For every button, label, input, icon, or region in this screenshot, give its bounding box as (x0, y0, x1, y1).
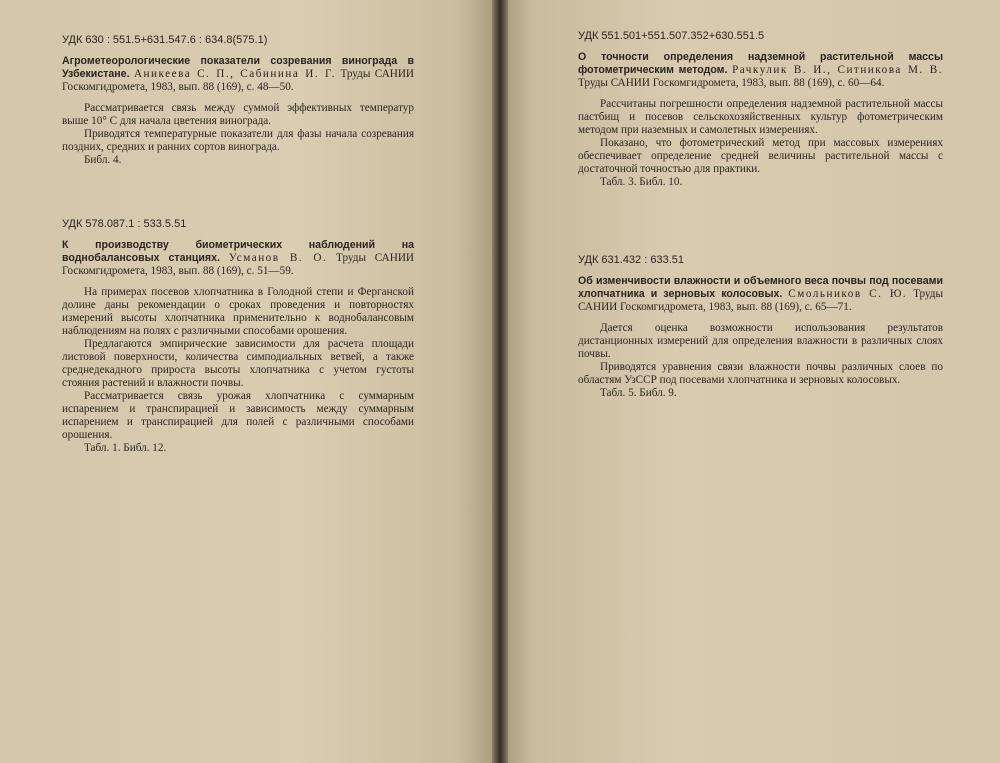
abstract-entry (578, 30, 943, 189)
entry-authors: Аникеева С. П., Сабинина И. Г. (133, 68, 337, 80)
entry-title: Агрометеорологические показатели созревания винограда в Узбекистане. (62, 55, 414, 80)
entry-heading (62, 239, 414, 278)
entry-authors: Усманов В. О. (228, 252, 328, 264)
entry-refs: Библ. 4. (84, 154, 122, 166)
entry-heading (62, 55, 414, 94)
entry-source: Труды САНИИ Госкомгидромета, 1983, вып. 88 (169), с. 48—50. (62, 68, 415, 93)
right-page (503, 0, 1000, 763)
abstract-paragraph: Рассчитаны погрешности определения надземной растительной массы пастбищ и посевов сельскохозяйственных культур фотометрическим методом при наземных и самолетных измерениях. (578, 98, 943, 136)
entry-title: Об изменчивости влажности и объемного веса почвы под посевами хлопчатника и зерновых колосовых. (578, 275, 943, 300)
entry-refs: Табл. 3. Библ. 10. (600, 176, 683, 188)
entry-authors: Смольников С. Ю. (788, 288, 908, 300)
abstract-entry (62, 34, 414, 167)
abstract-paragraph: Приводятся температурные показатели для фазы начала созревания поздних, средних и ранних сортов винограда. (62, 128, 414, 153)
entry-authors: Рачкулик В. И., Ситникова М. В. (732, 64, 944, 76)
udk-code: УДК 631.432 : 633.51 (578, 254, 684, 266)
entry-source: Труды САНИИ Госкомгидромета, 1983, вып. 88 (169), с. 65—71. (578, 288, 944, 313)
left-page (0, 0, 497, 763)
udk-code: УДК 630 : 551.5+631.547.6 : 634.8(575.1) (62, 34, 268, 46)
abstract-paragraph: Рассматривается связь между суммой эффективных температур выше 10° С для начала цветения винограда. (62, 102, 414, 127)
udk-code: УДК 578.087.1 : 533.5.51 (62, 218, 187, 230)
entry-heading (578, 51, 943, 90)
udk-code: УДК 551.501+551.507.352+630.551.5 (578, 30, 765, 42)
abstract-entry (62, 218, 414, 455)
entry-title: О точности определения надземной растительной массы фотометрическим методом. (578, 51, 943, 76)
abstract-paragraph: Дается оценка возможности использования результатов дистанционных измерений для определения влажности в различных слоях почвы. (578, 322, 943, 360)
abstract-paragraph: На примерах посевов хлопчатника в Голодной степи и Ферганской долине даны рекомендации о сроках проведения и повторностях измерений высоты хлопчатника применительно к воднобалансовым наблюдениям на полях с различными способами орошения. (62, 286, 414, 337)
abstract-paragraph: Предлагаются эмпирические зависимости для расчета площади листовой поверхности, количества симподиальных ветвей, а также среднедекадного прироста высоты хлопчатника с учетом густоты стояния растений и влажности почвы. (62, 338, 414, 389)
entry-title: К производству биометрических наблюдений на воднобалансовых станциях. (62, 239, 414, 264)
entry-refs: Табл. 1. Библ. 12. (84, 442, 167, 454)
book-gutter (492, 0, 508, 763)
entry-heading (578, 275, 943, 314)
abstract-entry (578, 254, 943, 400)
abstract-paragraph: Приводятся уравнения связи влажности почвы различных слоев по областям УзССР под посевами хлопчатника и зерновых колосовых. (578, 361, 943, 386)
entry-refs: Табл. 5. Библ. 9. (600, 387, 677, 399)
entry-source: Труды САНИИ Госкомгидромета, 1983, вып. 88 (169), с. 51—59. (62, 252, 414, 277)
entry-source: Труды САНИИ Госкомгидромета, 1983, вып. 88 (169), с. 60—64. (578, 77, 885, 89)
abstract-paragraph: Показано, что фотометрический метод при массовых измерениях обеспечивает определение средней величины растительной массы с достаточной точностью для практики. (578, 137, 943, 175)
abstract-paragraph: Рассматривается связь урожая хлопчатника с суммарным испарением и транспирацией и зависимость между суммарным испарением и транспирацией для полей с различными способами орошения. (62, 390, 414, 441)
